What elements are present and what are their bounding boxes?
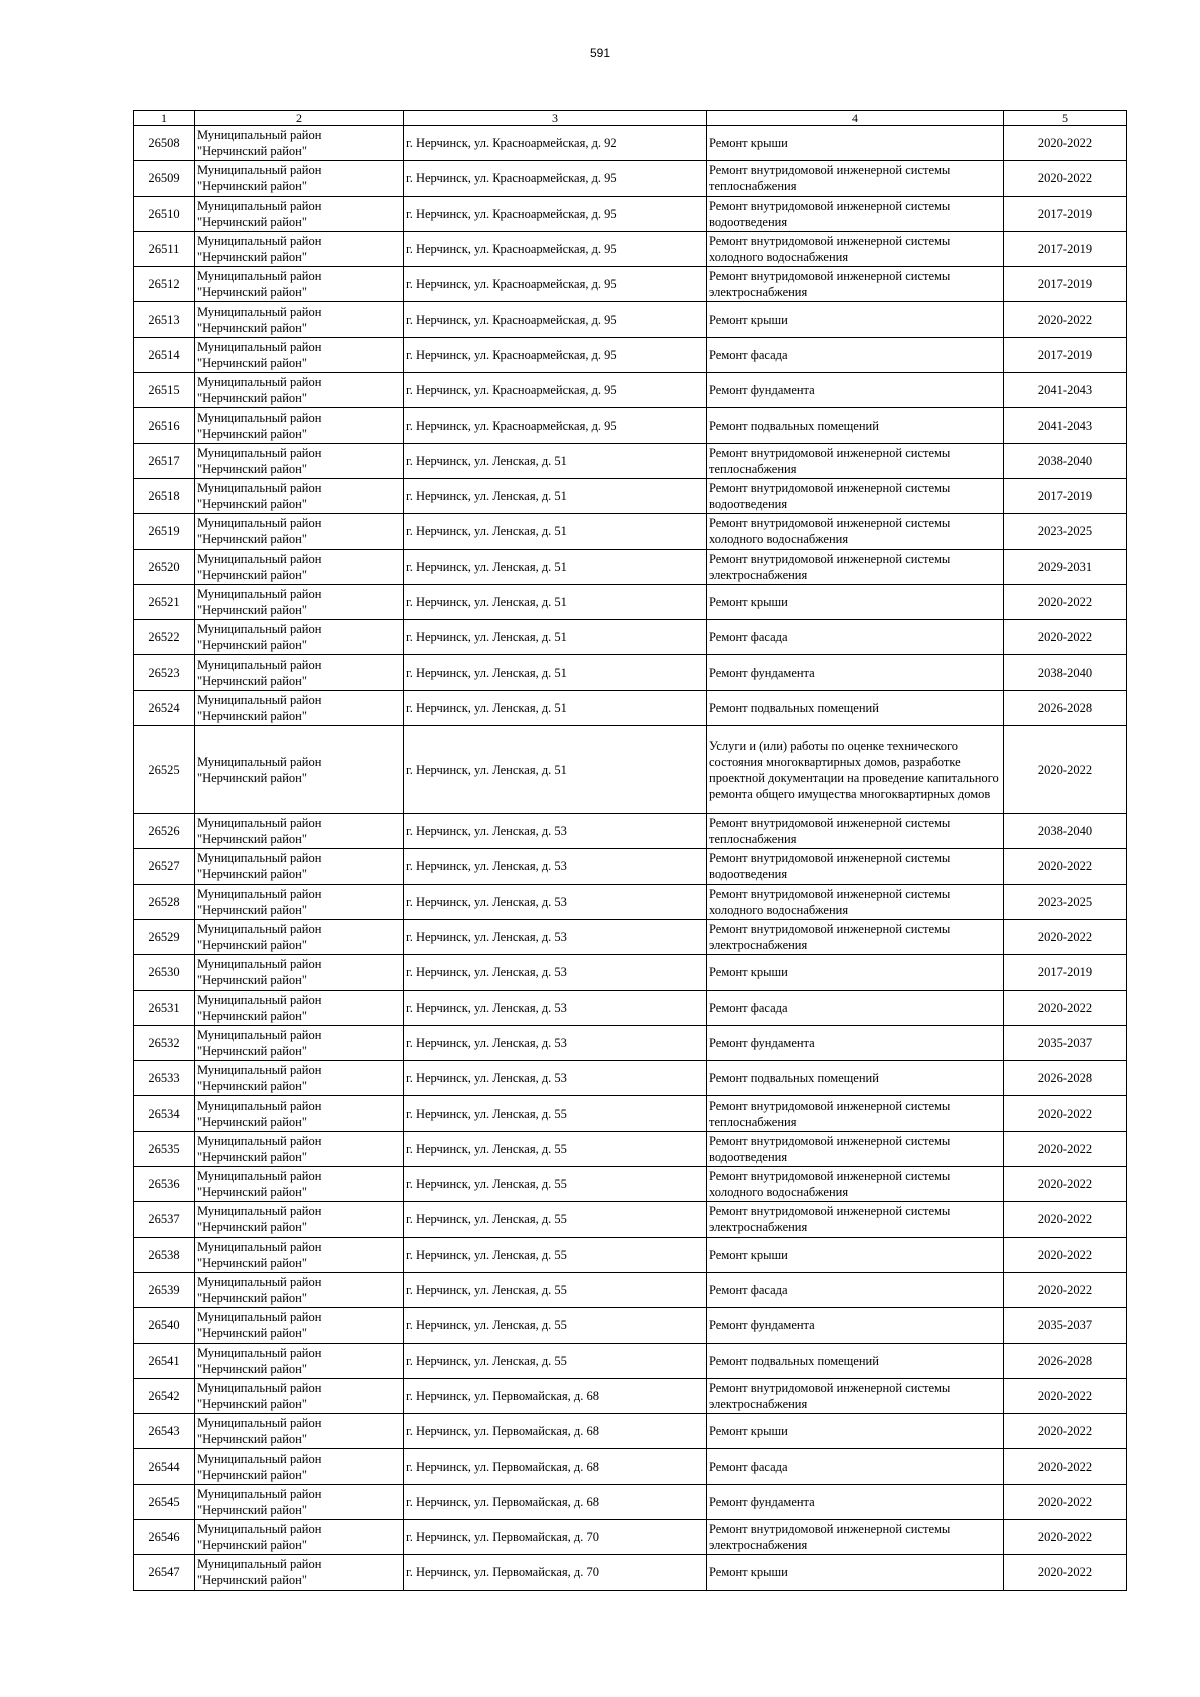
period-cell: 2020-2022 bbox=[1004, 1096, 1127, 1131]
row-number-cell: 26508 bbox=[134, 126, 195, 161]
table-row bbox=[134, 655, 1127, 690]
address-cell: г. Нерчинск, ул. Ленская, д. 53 bbox=[404, 814, 707, 849]
address-cell: г. Нерчинск, ул. Ленская, д. 55 bbox=[404, 1202, 707, 1237]
period-cell: 2020-2022 bbox=[1004, 1272, 1127, 1307]
table-row bbox=[134, 302, 1127, 337]
address-cell: г. Нерчинск, ул. Ленская, д. 53 bbox=[404, 849, 707, 884]
table-row bbox=[134, 337, 1127, 372]
municipality-cell: Муниципальный район "Нерчинский район" bbox=[195, 1167, 404, 1202]
row-number-cell: 26545 bbox=[134, 1484, 195, 1519]
municipality-cell: Муниципальный район "Нерчинский район" bbox=[195, 1096, 404, 1131]
period-cell: 2020-2022 bbox=[1004, 302, 1127, 337]
period-cell: 2026-2028 bbox=[1004, 1061, 1127, 1096]
municipality-cell: Муниципальный район "Нерчинский район" bbox=[195, 1414, 404, 1449]
period-cell: 2029-2031 bbox=[1004, 549, 1127, 584]
row-number-cell: 26517 bbox=[134, 443, 195, 478]
row-number-cell: 26522 bbox=[134, 620, 195, 655]
address-cell: г. Нерчинск, ул. Красноармейская, д. 95 bbox=[404, 337, 707, 372]
period-cell: 2020-2022 bbox=[1004, 1378, 1127, 1413]
municipality-cell: Муниципальный район "Нерчинский район" bbox=[195, 1555, 404, 1590]
row-number-cell: 26544 bbox=[134, 1449, 195, 1484]
table-row bbox=[134, 1484, 1127, 1519]
municipality-cell: Муниципальный район "Нерчинский район" bbox=[195, 161, 404, 196]
table-header bbox=[134, 111, 1127, 126]
municipality-cell: Муниципальный район "Нерчинский район" bbox=[195, 126, 404, 161]
address-cell: г. Нерчинск, ул. Первомайская, д. 70 bbox=[404, 1555, 707, 1590]
column-header-2: 2 bbox=[195, 111, 404, 126]
address-cell: г. Нерчинск, ул. Ленская, д. 55 bbox=[404, 1237, 707, 1272]
column-header-1: 1 bbox=[134, 111, 195, 126]
work-type-cell: Ремонт крыши bbox=[707, 126, 1004, 161]
municipality-cell: Муниципальный район "Нерчинский район" bbox=[195, 690, 404, 725]
address-cell: г. Нерчинск, ул. Ленская, д. 51 bbox=[404, 443, 707, 478]
table-row bbox=[134, 1202, 1127, 1237]
row-number-cell: 26542 bbox=[134, 1378, 195, 1413]
municipality-cell: Муниципальный район "Нерчинский район" bbox=[195, 655, 404, 690]
municipality-cell: Муниципальный район "Нерчинский район" bbox=[195, 1237, 404, 1272]
column-header-5: 5 bbox=[1004, 111, 1127, 126]
row-number-cell: 26540 bbox=[134, 1308, 195, 1343]
municipality-cell: Муниципальный район "Нерчинский район" bbox=[195, 196, 404, 231]
period-cell: 2017-2019 bbox=[1004, 231, 1127, 266]
address-cell: г. Нерчинск, ул. Первомайская, д. 68 bbox=[404, 1414, 707, 1449]
work-type-cell: Ремонт внутридомовой инженерной системы холодного водоснабжения bbox=[707, 1167, 1004, 1202]
municipality-cell: Муниципальный район "Нерчинский район" bbox=[195, 814, 404, 849]
address-cell: г. Нерчинск, ул. Ленская, д. 51 bbox=[404, 690, 707, 725]
row-number-cell: 26529 bbox=[134, 919, 195, 954]
period-cell: 2023-2025 bbox=[1004, 514, 1127, 549]
work-type-cell: Ремонт фасада bbox=[707, 1272, 1004, 1307]
row-number-cell: 26524 bbox=[134, 690, 195, 725]
period-cell: 2017-2019 bbox=[1004, 337, 1127, 372]
table-row bbox=[134, 514, 1127, 549]
table-row bbox=[134, 1167, 1127, 1202]
table-row bbox=[134, 620, 1127, 655]
work-type-cell: Ремонт внутридомовой инженерной системы холодного водоснабжения bbox=[707, 231, 1004, 266]
address-cell: г. Нерчинск, ул. Красноармейская, д. 95 bbox=[404, 408, 707, 443]
address-cell: г. Нерчинск, ул. Первомайская, д. 68 bbox=[404, 1449, 707, 1484]
row-number-cell: 26513 bbox=[134, 302, 195, 337]
address-cell: г. Нерчинск, ул. Ленская, д. 53 bbox=[404, 919, 707, 954]
period-cell: 2035-2037 bbox=[1004, 1308, 1127, 1343]
address-cell: г. Нерчинск, ул. Ленская, д. 55 bbox=[404, 1096, 707, 1131]
period-cell: 2020-2022 bbox=[1004, 990, 1127, 1025]
period-cell: 2020-2022 bbox=[1004, 584, 1127, 619]
row-number-cell: 26520 bbox=[134, 549, 195, 584]
row-number-cell: 26523 bbox=[134, 655, 195, 690]
table-row bbox=[134, 408, 1127, 443]
work-type-cell: Ремонт внутридомовой инженерной системы электроснабжения bbox=[707, 549, 1004, 584]
row-number-cell: 26512 bbox=[134, 267, 195, 302]
table-row bbox=[134, 1555, 1127, 1590]
work-type-cell: Ремонт внутридомовой инженерной системы электроснабжения bbox=[707, 919, 1004, 954]
table-row bbox=[134, 373, 1127, 408]
period-cell: 2041-2043 bbox=[1004, 373, 1127, 408]
address-cell: г. Нерчинск, ул. Первомайская, д. 68 bbox=[404, 1484, 707, 1519]
period-cell: 2038-2040 bbox=[1004, 443, 1127, 478]
work-type-cell: Ремонт крыши bbox=[707, 584, 1004, 619]
table-row bbox=[134, 267, 1127, 302]
table-row bbox=[134, 814, 1127, 849]
row-number-cell: 26535 bbox=[134, 1131, 195, 1166]
work-type-cell: Ремонт крыши bbox=[707, 1237, 1004, 1272]
period-cell: 2020-2022 bbox=[1004, 919, 1127, 954]
work-type-cell: Ремонт внутридомовой инженерной системы теплоснабжения bbox=[707, 443, 1004, 478]
work-type-cell: Ремонт внутридомовой инженерной системы водоотведения bbox=[707, 478, 1004, 513]
table-row bbox=[134, 1449, 1127, 1484]
period-cell: 2020-2022 bbox=[1004, 726, 1127, 814]
address-cell: г. Нерчинск, ул. Ленская, д. 51 bbox=[404, 620, 707, 655]
table-row bbox=[134, 443, 1127, 478]
address-cell: г. Нерчинск, ул. Красноармейская, д. 92 bbox=[404, 126, 707, 161]
municipality-cell: Муниципальный район "Нерчинский район" bbox=[195, 1378, 404, 1413]
row-number-cell: 26530 bbox=[134, 955, 195, 990]
period-cell: 2020-2022 bbox=[1004, 1167, 1127, 1202]
row-number-cell: 26519 bbox=[134, 514, 195, 549]
table-row bbox=[134, 919, 1127, 954]
column-header-3: 3 bbox=[404, 111, 707, 126]
table-row bbox=[134, 1131, 1127, 1166]
table-row bbox=[134, 726, 1127, 814]
table-row bbox=[134, 231, 1127, 266]
work-type-cell: Ремонт подвальных помещений bbox=[707, 408, 1004, 443]
row-number-cell: 26533 bbox=[134, 1061, 195, 1096]
table-row bbox=[134, 955, 1127, 990]
municipality-cell: Муниципальный район "Нерчинский район" bbox=[195, 514, 404, 549]
municipality-cell: Муниципальный район "Нерчинский район" bbox=[195, 584, 404, 619]
period-cell: 2035-2037 bbox=[1004, 1025, 1127, 1060]
municipality-cell: Муниципальный район "Нерчинский район" bbox=[195, 1202, 404, 1237]
table-row bbox=[134, 1061, 1127, 1096]
municipality-cell: Муниципальный район "Нерчинский район" bbox=[195, 1484, 404, 1519]
work-type-cell: Ремонт крыши bbox=[707, 955, 1004, 990]
table-body bbox=[134, 126, 1127, 1591]
address-cell: г. Нерчинск, ул. Ленская, д. 55 bbox=[404, 1343, 707, 1378]
address-cell: г. Нерчинск, ул. Ленская, д. 51 bbox=[404, 584, 707, 619]
period-cell: 2038-2040 bbox=[1004, 655, 1127, 690]
row-number-cell: 26543 bbox=[134, 1414, 195, 1449]
row-number-cell: 26531 bbox=[134, 990, 195, 1025]
municipality-cell: Муниципальный район "Нерчинский район" bbox=[195, 337, 404, 372]
work-type-cell: Ремонт подвальных помещений bbox=[707, 1343, 1004, 1378]
municipality-cell: Муниципальный район "Нерчинский район" bbox=[195, 726, 404, 814]
address-cell: г. Нерчинск, ул. Ленская, д. 51 bbox=[404, 478, 707, 513]
row-number-cell: 26528 bbox=[134, 884, 195, 919]
table-row bbox=[134, 1414, 1127, 1449]
work-type-cell: Ремонт внутридомовой инженерной системы электроснабжения bbox=[707, 1202, 1004, 1237]
municipality-cell: Муниципальный район "Нерчинский район" bbox=[195, 990, 404, 1025]
row-number-cell: 26514 bbox=[134, 337, 195, 372]
row-number-cell: 26510 bbox=[134, 196, 195, 231]
period-cell: 2020-2022 bbox=[1004, 1237, 1127, 1272]
address-cell: г. Нерчинск, ул. Ленская, д. 51 bbox=[404, 726, 707, 814]
work-type-cell: Ремонт крыши bbox=[707, 302, 1004, 337]
municipality-cell: Муниципальный район "Нерчинский район" bbox=[195, 1131, 404, 1166]
column-header-4: 4 bbox=[707, 111, 1004, 126]
municipality-cell: Муниципальный район "Нерчинский район" bbox=[195, 302, 404, 337]
work-type-cell: Услуги и (или) работы по оценке технического состояния многоквартирных домов, разработке проектной документации на проведение капитального ремонта общего имущества многоквартирных домов bbox=[707, 726, 1004, 814]
work-type-cell: Ремонт внутридомовой инженерной системы теплоснабжения bbox=[707, 161, 1004, 196]
period-cell: 2026-2028 bbox=[1004, 690, 1127, 725]
address-cell: г. Нерчинск, ул. Ленская, д. 53 bbox=[404, 1025, 707, 1060]
table-row bbox=[134, 196, 1127, 231]
period-cell: 2020-2022 bbox=[1004, 1414, 1127, 1449]
table-row bbox=[134, 690, 1127, 725]
period-cell: 2026-2028 bbox=[1004, 1343, 1127, 1378]
work-type-cell: Ремонт крыши bbox=[707, 1414, 1004, 1449]
work-type-cell: Ремонт внутридомовой инженерной системы водоотведения bbox=[707, 1131, 1004, 1166]
municipality-cell: Муниципальный район "Нерчинский район" bbox=[195, 955, 404, 990]
period-cell: 2020-2022 bbox=[1004, 1519, 1127, 1554]
address-cell: г. Нерчинск, ул. Красноармейская, д. 95 bbox=[404, 161, 707, 196]
work-type-cell: Ремонт фундамента bbox=[707, 1484, 1004, 1519]
capital-repair-table bbox=[133, 110, 1127, 1591]
period-cell: 2017-2019 bbox=[1004, 478, 1127, 513]
address-cell: г. Нерчинск, ул. Ленская, д. 53 bbox=[404, 955, 707, 990]
address-cell: г. Нерчинск, ул. Красноармейская, д. 95 bbox=[404, 196, 707, 231]
address-cell: г. Нерчинск, ул. Ленская, д. 51 bbox=[404, 514, 707, 549]
row-number-cell: 26532 bbox=[134, 1025, 195, 1060]
table-row bbox=[134, 1025, 1127, 1060]
municipality-cell: Муниципальный район "Нерчинский район" bbox=[195, 1519, 404, 1554]
table-row bbox=[134, 584, 1127, 619]
row-number-cell: 26539 bbox=[134, 1272, 195, 1307]
period-cell: 2020-2022 bbox=[1004, 126, 1127, 161]
municipality-cell: Муниципальный район "Нерчинский район" bbox=[195, 231, 404, 266]
municipality-cell: Муниципальный район "Нерчинский район" bbox=[195, 408, 404, 443]
work-type-cell: Ремонт внутридомовой инженерной системы водоотведения bbox=[707, 196, 1004, 231]
municipality-cell: Муниципальный район "Нерчинский район" bbox=[195, 1061, 404, 1096]
work-type-cell: Ремонт фундамента bbox=[707, 373, 1004, 408]
work-type-cell: Ремонт фасада bbox=[707, 990, 1004, 1025]
address-cell: г. Нерчинск, ул. Первомайская, д. 70 bbox=[404, 1519, 707, 1554]
period-cell: 2041-2043 bbox=[1004, 408, 1127, 443]
period-cell: 2023-2025 bbox=[1004, 884, 1127, 919]
municipality-cell: Муниципальный район "Нерчинский район" bbox=[195, 1449, 404, 1484]
period-cell: 2020-2022 bbox=[1004, 1131, 1127, 1166]
row-number-cell: 26547 bbox=[134, 1555, 195, 1590]
work-type-cell: Ремонт внутридомовой инженерной системы холодного водоснабжения bbox=[707, 884, 1004, 919]
row-number-cell: 26511 bbox=[134, 231, 195, 266]
row-number-cell: 26546 bbox=[134, 1519, 195, 1554]
period-cell: 2020-2022 bbox=[1004, 1202, 1127, 1237]
page-number: 591 bbox=[589, 46, 611, 60]
row-number-cell: 26541 bbox=[134, 1343, 195, 1378]
municipality-cell: Муниципальный район "Нерчинский район" bbox=[195, 1308, 404, 1343]
row-number-cell: 26537 bbox=[134, 1202, 195, 1237]
table-row bbox=[134, 990, 1127, 1025]
address-cell: г. Нерчинск, ул. Ленская, д. 55 bbox=[404, 1272, 707, 1307]
period-cell: 2017-2019 bbox=[1004, 955, 1127, 990]
municipality-cell: Муниципальный район "Нерчинский район" bbox=[195, 884, 404, 919]
row-number-cell: 26518 bbox=[134, 478, 195, 513]
table-row bbox=[134, 1343, 1127, 1378]
work-type-cell: Ремонт фасада bbox=[707, 337, 1004, 372]
table-row bbox=[134, 1519, 1127, 1554]
table-row bbox=[134, 478, 1127, 513]
table-row bbox=[134, 126, 1127, 161]
work-type-cell: Ремонт внутридомовой инженерной системы холодного водоснабжения bbox=[707, 514, 1004, 549]
table-row bbox=[134, 1308, 1127, 1343]
table-row bbox=[134, 1378, 1127, 1413]
address-cell: г. Нерчинск, ул. Ленская, д. 53 bbox=[404, 990, 707, 1025]
work-type-cell: Ремонт внутридомовой инженерной системы водоотведения bbox=[707, 849, 1004, 884]
work-type-cell: Ремонт внутридомовой инженерной системы теплоснабжения bbox=[707, 814, 1004, 849]
row-number-cell: 26525 bbox=[134, 726, 195, 814]
work-type-cell: Ремонт внутридомовой инженерной системы электроснабжения bbox=[707, 1519, 1004, 1554]
work-type-cell: Ремонт фасада bbox=[707, 620, 1004, 655]
table-row bbox=[134, 849, 1127, 884]
address-cell: г. Нерчинск, ул. Ленская, д. 51 bbox=[404, 549, 707, 584]
address-cell: г. Нерчинск, ул. Ленская, д. 51 bbox=[404, 655, 707, 690]
municipality-cell: Муниципальный район "Нерчинский район" bbox=[195, 1272, 404, 1307]
period-cell: 2020-2022 bbox=[1004, 1484, 1127, 1519]
table-row bbox=[134, 1096, 1127, 1131]
work-type-cell: Ремонт крыши bbox=[707, 1555, 1004, 1590]
period-cell: 2020-2022 bbox=[1004, 849, 1127, 884]
municipality-cell: Муниципальный район "Нерчинский район" bbox=[195, 1343, 404, 1378]
municipality-cell: Муниципальный район "Нерчинский район" bbox=[195, 549, 404, 584]
work-type-cell: Ремонт фасада bbox=[707, 1449, 1004, 1484]
period-cell: 2020-2022 bbox=[1004, 620, 1127, 655]
row-number-cell: 26509 bbox=[134, 161, 195, 196]
work-type-cell: Ремонт фундамента bbox=[707, 1308, 1004, 1343]
municipality-cell: Муниципальный район "Нерчинский район" bbox=[195, 443, 404, 478]
period-cell: 2020-2022 bbox=[1004, 161, 1127, 196]
address-cell: г. Нерчинск, ул. Красноармейская, д. 95 bbox=[404, 267, 707, 302]
municipality-cell: Муниципальный район "Нерчинский район" bbox=[195, 620, 404, 655]
address-cell: г. Нерчинск, ул. Красноармейская, д. 95 bbox=[404, 231, 707, 266]
period-cell: 2017-2019 bbox=[1004, 267, 1127, 302]
row-number-cell: 26526 bbox=[134, 814, 195, 849]
row-number-cell: 26521 bbox=[134, 584, 195, 619]
address-cell: г. Нерчинск, ул. Красноармейская, д. 95 bbox=[404, 302, 707, 337]
municipality-cell: Муниципальный район "Нерчинский район" bbox=[195, 919, 404, 954]
row-number-cell: 26538 bbox=[134, 1237, 195, 1272]
address-cell: г. Нерчинск, ул. Ленская, д. 55 bbox=[404, 1167, 707, 1202]
address-cell: г. Нерчинск, ул. Красноармейская, д. 95 bbox=[404, 373, 707, 408]
row-number-cell: 26527 bbox=[134, 849, 195, 884]
address-cell: г. Нерчинск, ул. Ленская, д. 55 bbox=[404, 1131, 707, 1166]
municipality-cell: Муниципальный район "Нерчинский район" bbox=[195, 267, 404, 302]
table-row bbox=[134, 1272, 1127, 1307]
table-row bbox=[134, 1237, 1127, 1272]
address-cell: г. Нерчинск, ул. Ленская, д. 55 bbox=[404, 1308, 707, 1343]
work-type-cell: Ремонт фундамента bbox=[707, 1025, 1004, 1060]
row-number-cell: 26534 bbox=[134, 1096, 195, 1131]
period-cell: 2038-2040 bbox=[1004, 814, 1127, 849]
work-type-cell: Ремонт внутридомовой инженерной системы теплоснабжения bbox=[707, 1096, 1004, 1131]
table-row bbox=[134, 884, 1127, 919]
period-cell: 2017-2019 bbox=[1004, 196, 1127, 231]
table-row bbox=[134, 549, 1127, 584]
municipality-cell: Муниципальный район "Нерчинский район" bbox=[195, 849, 404, 884]
address-cell: г. Нерчинск, ул. Первомайская, д. 68 bbox=[404, 1378, 707, 1413]
period-cell: 2020-2022 bbox=[1004, 1555, 1127, 1590]
row-number-cell: 26515 bbox=[134, 373, 195, 408]
period-cell: 2020-2022 bbox=[1004, 1449, 1127, 1484]
row-number-cell: 26516 bbox=[134, 408, 195, 443]
work-type-cell: Ремонт подвальных помещений bbox=[707, 1061, 1004, 1096]
work-type-cell: Ремонт внутридомовой инженерной системы электроснабжения bbox=[707, 1378, 1004, 1413]
municipality-cell: Муниципальный район "Нерчинский район" bbox=[195, 478, 404, 513]
municipality-cell: Муниципальный район "Нерчинский район" bbox=[195, 1025, 404, 1060]
municipality-cell: Муниципальный район "Нерчинский район" bbox=[195, 373, 404, 408]
table-row bbox=[134, 161, 1127, 196]
address-cell: г. Нерчинск, ул. Ленская, д. 53 bbox=[404, 1061, 707, 1096]
work-type-cell: Ремонт фундамента bbox=[707, 655, 1004, 690]
address-cell: г. Нерчинск, ул. Ленская, д. 53 bbox=[404, 884, 707, 919]
work-type-cell: Ремонт внутридомовой инженерной системы электроснабжения bbox=[707, 267, 1004, 302]
work-type-cell: Ремонт подвальных помещений bbox=[707, 690, 1004, 725]
column-number-row bbox=[134, 111, 1127, 126]
row-number-cell: 26536 bbox=[134, 1167, 195, 1202]
